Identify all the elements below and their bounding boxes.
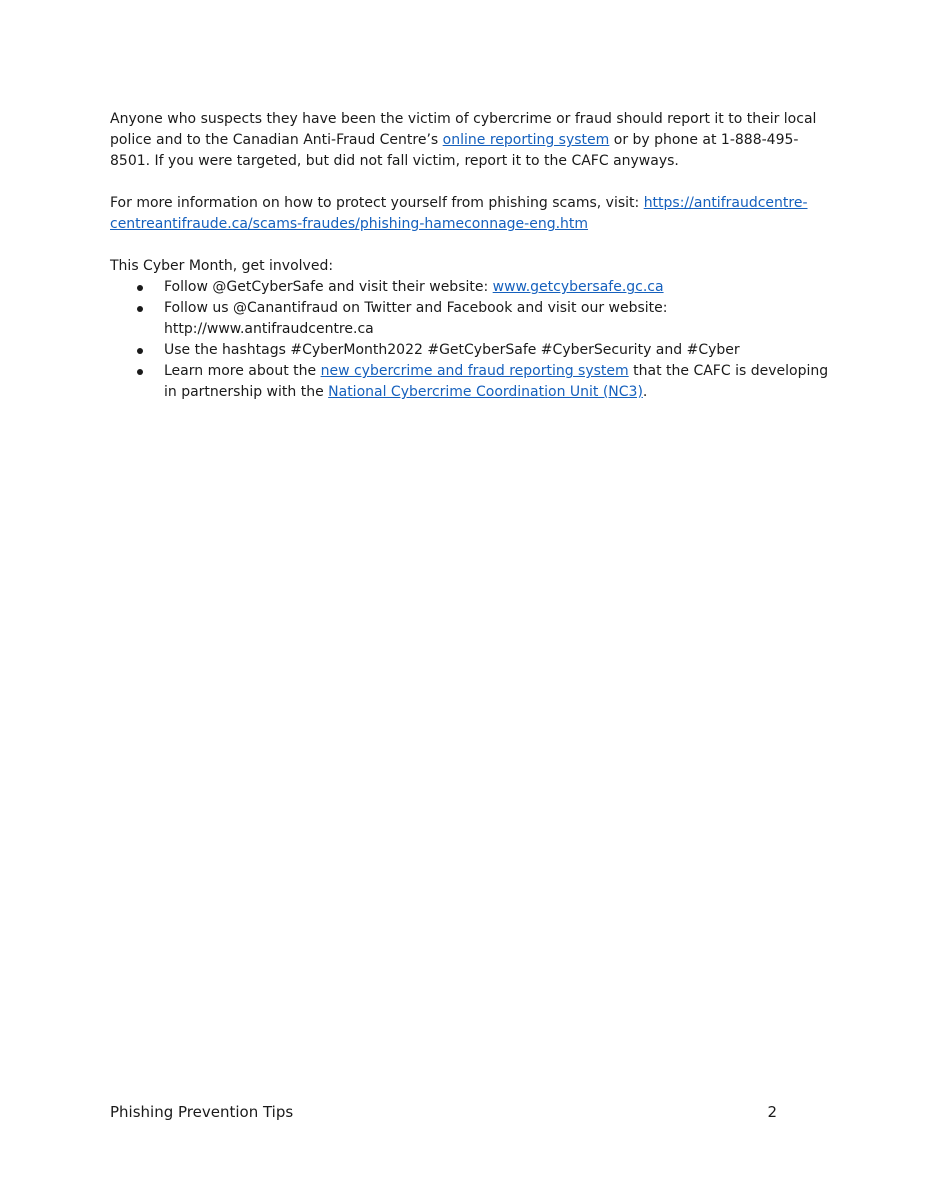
phishing-info-link[interactable]: https://antifraudcentre-centreantifraude.ca/scams-fraudes/phishing-hameconnage-eng.htm — [110, 195, 808, 232]
list-item-text-end: . — [642, 384, 648, 400]
list-item-text: Use the hashtags #CyberMonth2022 #GetCyberSafe #CyberSecurity and #Cyber — [164, 342, 740, 358]
document-body — [110, 109, 830, 403]
page-footer — [110, 1103, 777, 1121]
getcybersafe-website-link[interactable]: www.getcybersafe.gc.ca — [492, 279, 664, 295]
report-paragraph — [110, 109, 830, 172]
report-text-start: Anyone who suspects they have been the victim of cybercrime or fraud should report it to their local police and to the Canadian Anti-Fraud Centre’s — [110, 111, 817, 148]
more-info-paragraph — [110, 193, 830, 235]
new-reporting-system-link[interactable]: new cybercrime and fraud reporting system — [320, 363, 629, 379]
list-item-canantifraud — [110, 298, 830, 340]
page-number: 2 — [767, 1103, 777, 1121]
report-text-end: or by phone at 1-888-495-8501. If you were targeted, but did not fall victim, report it to the CAFC anyways. — [110, 132, 799, 169]
footer-title: Phishing Prevention Tips — [110, 1103, 294, 1121]
get-involved-intro: This Cyber Month, get involved: — [110, 258, 334, 274]
list-item-getcybersafe — [110, 277, 830, 298]
list-item-text-middle: that the CAFC is developing in partnership with the — [164, 363, 829, 400]
more-info-text: For more information on how to protect yourself from phishing scams, visit: — [110, 195, 644, 211]
get-involved-list — [110, 277, 830, 403]
list-item-text: Follow @GetCyberSafe and visit their website: — [164, 279, 493, 295]
online-reporting-system-link[interactable]: online reporting system — [442, 132, 610, 148]
bullet-icon — [137, 348, 143, 354]
nc3-link[interactable]: National Cybercrime Coordination Unit (NC3) — [328, 384, 643, 400]
list-item-hashtags — [110, 340, 830, 361]
bullet-icon — [137, 369, 143, 375]
bullet-icon — [137, 285, 143, 291]
list-item-text: Follow us @Canantifraud on Twitter and Facebook and visit our website: http://www.antifraudcentre.ca — [164, 300, 668, 337]
bullet-icon — [137, 306, 143, 312]
list-item-text: Learn more about the — [164, 363, 321, 379]
list-item-reporting-system — [110, 361, 830, 403]
